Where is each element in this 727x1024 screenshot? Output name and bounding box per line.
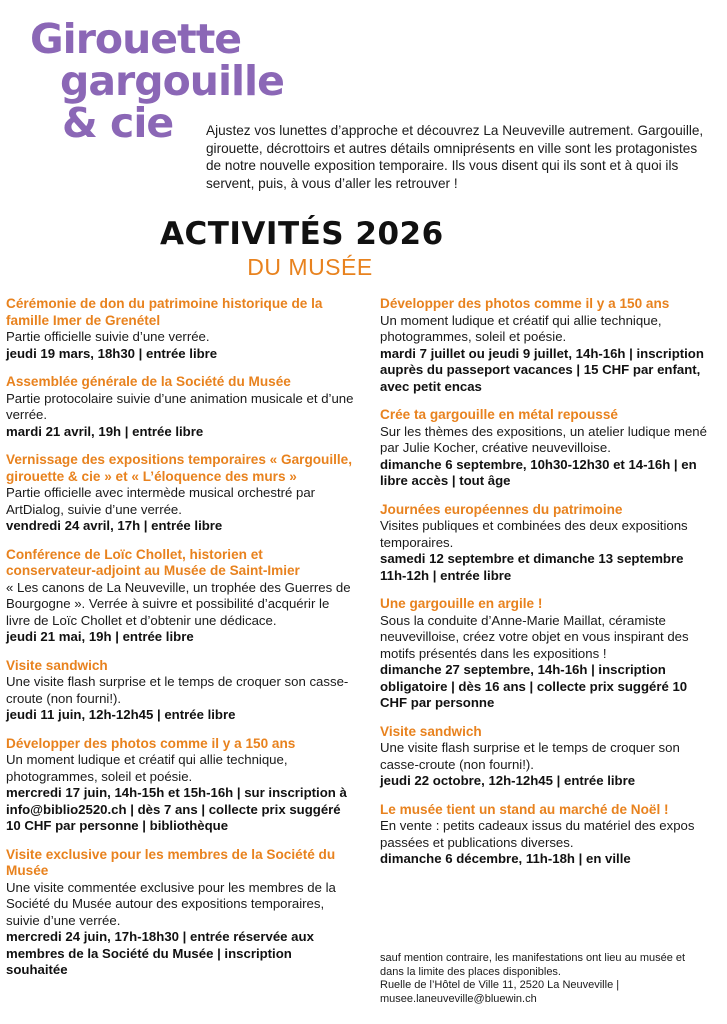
event-description: Partie officielle suivie d’une verrée. (6, 329, 210, 344)
event-item (6, 736, 356, 835)
title-line-2: gargouille (60, 57, 284, 105)
event-description: Un moment ludique et créatif qui allie technique, photogrammes, soleil et poésie. (6, 752, 288, 784)
event-date: mardi 21 avril, 19h | entrée libre (6, 423, 204, 439)
event-description: Visites publiques et combinées des deux expositions temporaires. (380, 518, 688, 550)
exhibition-title (30, 15, 284, 147)
event-description: Partie protocolaire suivie d’une animation musicale et d’une verrée. (6, 390, 354, 422)
event-item (6, 452, 356, 535)
event-item (6, 374, 356, 440)
event-description: Partie officielle avec intermède musical orchestré par ArtDialog, suivie d’une verrée. (6, 485, 316, 517)
event-title: Visite sandwich (380, 723, 482, 739)
event-description: Un moment ludique et créatif qui allie technique, photogrammes, soleil et poésie. (380, 312, 662, 344)
event-date: mercredi 24 juin, 17h-18h30 | entrée réservée aux membres de la Société du Musée | inscription souhaitée (6, 929, 314, 977)
event-description: En vente : petits cadeaux issus du matériel des expos passées et publications diverses. (380, 818, 695, 850)
intro-text: Ajustez vos lunettes d’approche et découvrez La Neuveville autrement. Gargouille, girouette, décrottoirs et autres détails omniprésents en ville sont les protagonistes de notre nouvelle exposition temporaire. Ils vous disent qui ils sont et à quoi ils servent, puis, à vous d’aller les retrouver ! (206, 123, 704, 191)
event-item (6, 847, 356, 979)
event-title: Assemblée générale de la Société du Musée (6, 374, 291, 389)
title-line-1: Girouette (30, 15, 242, 63)
event-title: Crée ta gargouille en métal repoussé (380, 407, 618, 422)
event-item (380, 724, 710, 790)
event-item (380, 296, 710, 395)
footer-email-link[interactable]: musee.laneuveville@bluewin.ch (380, 992, 537, 1005)
footer-address: Ruelle de l’Hôtel de Ville 11, 2520 La Neuveville | (380, 979, 620, 992)
event-description: Une visite flash surprise et le temps de croquer son casse-croute (non fourni!). (380, 740, 680, 772)
event-description: Sous la conduite d’Anne-Marie Maillat, céramiste neuvevilloise, créez votre objet en vous inspirant des motifs présentés dans les expositions ! (380, 612, 689, 661)
event-date: mercredi 17 juin, 14h-15h et 15h-16h | sur inscription à info@biblio2520.ch | dès 7 ans | collecte prix suggéré 10 CHF par personne | bibliothèque (6, 785, 347, 833)
event-title: Développer des photos comme il y a 150 ans (6, 735, 296, 751)
event-date: dimanche 6 décembre, 11h-18h | en ville (380, 851, 631, 866)
event-description: Une visite commentée exclusive pour les membres de la Société du Musée autour des expositions temporaires, suivie d’une verrée. (6, 879, 336, 928)
right-event-column (380, 296, 710, 880)
event-date: jeudi 22 octobre, 12h-12h45 | entrée libre (380, 773, 636, 788)
event-title: Développer des photos comme il y a 150 ans (380, 296, 670, 311)
title-line-3: & cie (62, 99, 174, 147)
footer-info (380, 952, 700, 1006)
event-date: dimanche 6 septembre, 10h30-12h30 et 14-16h | en libre accès | tout âge (380, 456, 697, 488)
event-title: Le musée tient un stand au marché de Noël ! (380, 801, 669, 817)
activities-subheading: DU MUSÉE (247, 254, 373, 280)
event-title: Visite exclusive pour les membres de la Société du Musée (6, 846, 336, 878)
activities-heading: ACTIVITÉS 2026 (160, 216, 444, 252)
event-date: mardi 7 juillet ou jeudi 9 juillet, 14h-16h | inscription auprès du passeport vacances | 15 CHF par enfant, avec petit encas (380, 345, 704, 394)
footer-note: sauf mention contraire, les manifestations ont lieu au musée et dans la limite des places disponibles. (380, 952, 686, 978)
event-item (380, 502, 710, 585)
event-title: Une gargouille en argile ! (380, 596, 543, 611)
left-event-column (6, 296, 356, 991)
event-date: dimanche 27 septembre, 14h-16h | inscription obligatoire | dès 16 ans | collecte prix suggéré 10 CHF par personne (380, 662, 688, 710)
event-item (380, 802, 710, 868)
event-title: Visite sandwich (6, 657, 108, 673)
event-date: jeudi 19 mars, 18h30 | entrée libre (6, 345, 218, 361)
event-date: samedi 12 septembre et dimanche 13 septembre 11h-12h | entrée libre (380, 551, 684, 583)
event-date: jeudi 11 juin, 12h-12h45 | entrée libre (6, 707, 236, 722)
event-date: jeudi 21 mai, 19h | entrée libre (6, 629, 194, 644)
event-item (6, 547, 356, 646)
event-description: Sur les thèmes des expositions, un atelier ludique mené par Julie Kocher, créative neuvevilloise. (380, 423, 707, 455)
event-description: « Les canons de La Neuveville, un trophée des Guerres de Bourgogne ». Verrée à suivre et possibilité d’acquérir le livre de Loïc Chollet et d’obtenir une dédicace. (6, 579, 351, 628)
event-title: Journées européennes du patrimoine (380, 501, 623, 517)
event-item (380, 407, 710, 490)
event-title: Conférence de Loïc Chollet, historien et conservateur-adjoint au Musée de Saint-Imier (6, 546, 300, 578)
event-date: vendredi 24 avril, 17h | entrée libre (6, 518, 223, 533)
event-item (6, 296, 356, 362)
event-title: Vernissage des expositions temporaires « Gargouille, girouette & cie » et « L’éloquence des murs » (6, 452, 353, 484)
event-item (380, 596, 710, 712)
event-description: Une visite flash surprise et le temps de croquer son casse-croute (non fourni!). (6, 674, 349, 706)
event-item (6, 658, 356, 724)
event-title: Cérémonie de don du patrimoine historique de la famille Imer de Grenétel (6, 296, 323, 328)
